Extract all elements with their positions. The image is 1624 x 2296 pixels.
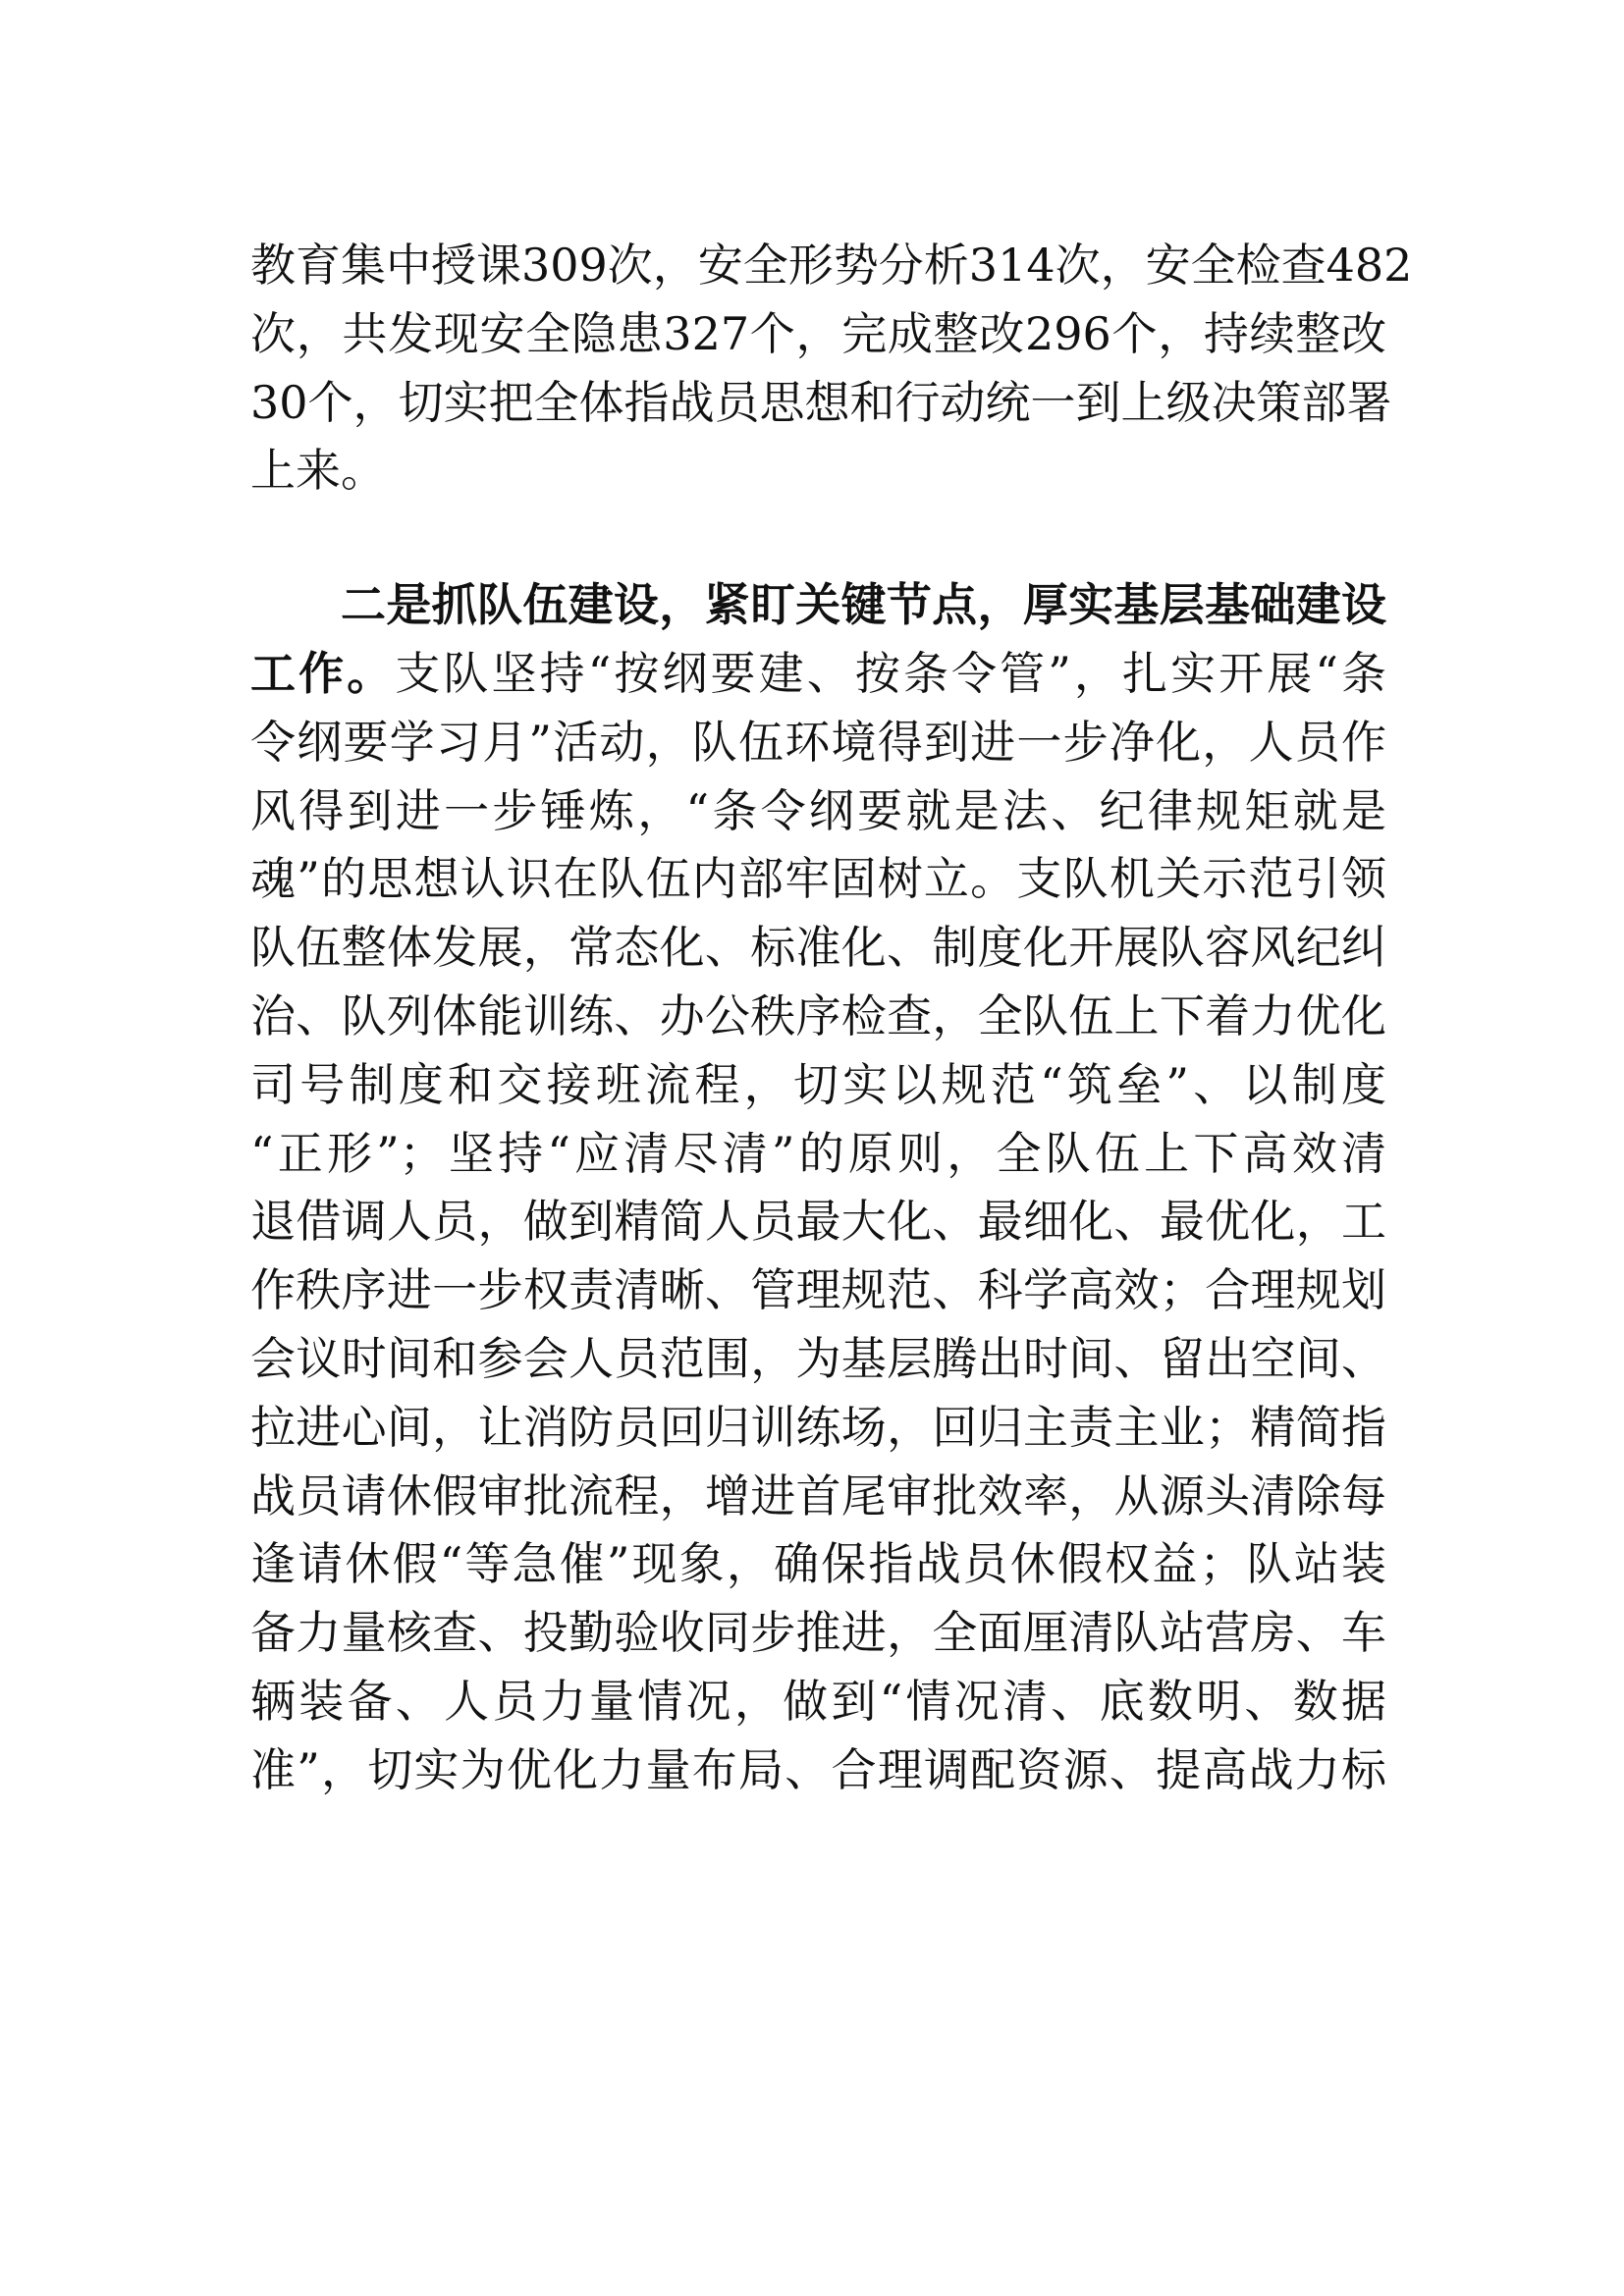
text-line: [250, 709, 1386, 777]
text-line: [250, 1530, 1386, 1599]
paragraph: [250, 571, 1386, 1804]
body-text: 逢请休假“等急催”现象，确保指战员休假权益；队站装: [250, 1537, 1386, 1591]
body-text: 备力量核查、投勤验收同步推进，全面厘清队站营房、车: [250, 1606, 1386, 1660]
text-line: [250, 1599, 1386, 1668]
text-line: [250, 1463, 1386, 1531]
body-text: 魂”的思想认识在队伍内部牢固树立。支队机关示范引领: [250, 852, 1386, 906]
text-line: [250, 1394, 1386, 1463]
paragraph: [250, 232, 1413, 506]
body-text: 令纲要学习月”活动，队伍环境得到进一步净化，人员作: [250, 715, 1386, 769]
body-text: 教育集中授课309次，安全形势分析314次，安全检查482: [250, 239, 1413, 292]
body-text: 次，共发现安全隐患327个，完成整改296个，持续整改: [250, 306, 1386, 360]
body-text: 队伍整体发展，常态化、标准化、制度化开展队容风纪纠: [250, 921, 1386, 975]
text-line: [250, 845, 1386, 914]
body-text: 拉进心间，让消防员回归训练场，回归主责主业；精简指: [250, 1400, 1386, 1454]
text-line: [250, 983, 1386, 1051]
text-line: [250, 1325, 1386, 1394]
text-line: [250, 300, 1386, 369]
bold-heading-text: 工作。: [250, 646, 396, 700]
body-text: 支队坚持“按纲要建、按条令管”，扎实开展“条: [395, 646, 1386, 700]
body-text: 治、队列体能训练、办公秩序检查，全队伍上下着力优化: [250, 988, 1386, 1042]
body-text: 退借调人员，做到精简人员最大化、最细化、最优化，工: [250, 1195, 1386, 1249]
body-text: 会议时间和参会人员范围，为基层腾出时间、留出空间、: [250, 1331, 1386, 1385]
body-text: 准”，切实为优化力量布局、合理调配资源、提高战力标: [250, 1742, 1386, 1796]
body-text: “正形”；坚持“应清尽清”的原则，全队伍上下高效清: [250, 1126, 1386, 1180]
text-line: [250, 777, 1386, 846]
text-line: [250, 1668, 1386, 1736]
text-line: [250, 571, 1386, 640]
text-line: [250, 369, 1392, 438]
text-line: [250, 914, 1386, 983]
body-text: 战员请休假审批流程，增进首尾审批效率，从源头清除每: [250, 1468, 1386, 1522]
text-line: [250, 1188, 1386, 1256]
document-page: [250, 232, 1413, 1805]
text-line: [250, 1256, 1386, 1325]
text-line: [250, 437, 1386, 506]
bold-heading-text: 二是抓队伍建设，紧盯关键节点，厚实基层基础建设: [341, 578, 1386, 632]
text-line: [250, 640, 1386, 709]
body-text: 上来。: [250, 444, 386, 498]
body-text: 作秩序进一步权责清晰、管理规范、科学高效；合理规划: [250, 1263, 1386, 1317]
text-line: [250, 1120, 1386, 1189]
text-line: [250, 232, 1413, 300]
body-text: 司号制度和交接班流程，切实以规范“筑垒”、以制度: [250, 1057, 1386, 1111]
body-text: 风得到进一步锤炼，“条令纲要就是法、纪律规矩就是: [250, 783, 1386, 837]
body-text: 30个，切实把全体指战员思想和行动统一到上级决策部署: [250, 375, 1392, 429]
text-line: [250, 1736, 1386, 1805]
body-text: 辆装备、人员力量情况，做到“情况清、底数明、数据: [250, 1674, 1386, 1728]
text-line: [250, 1051, 1386, 1120]
